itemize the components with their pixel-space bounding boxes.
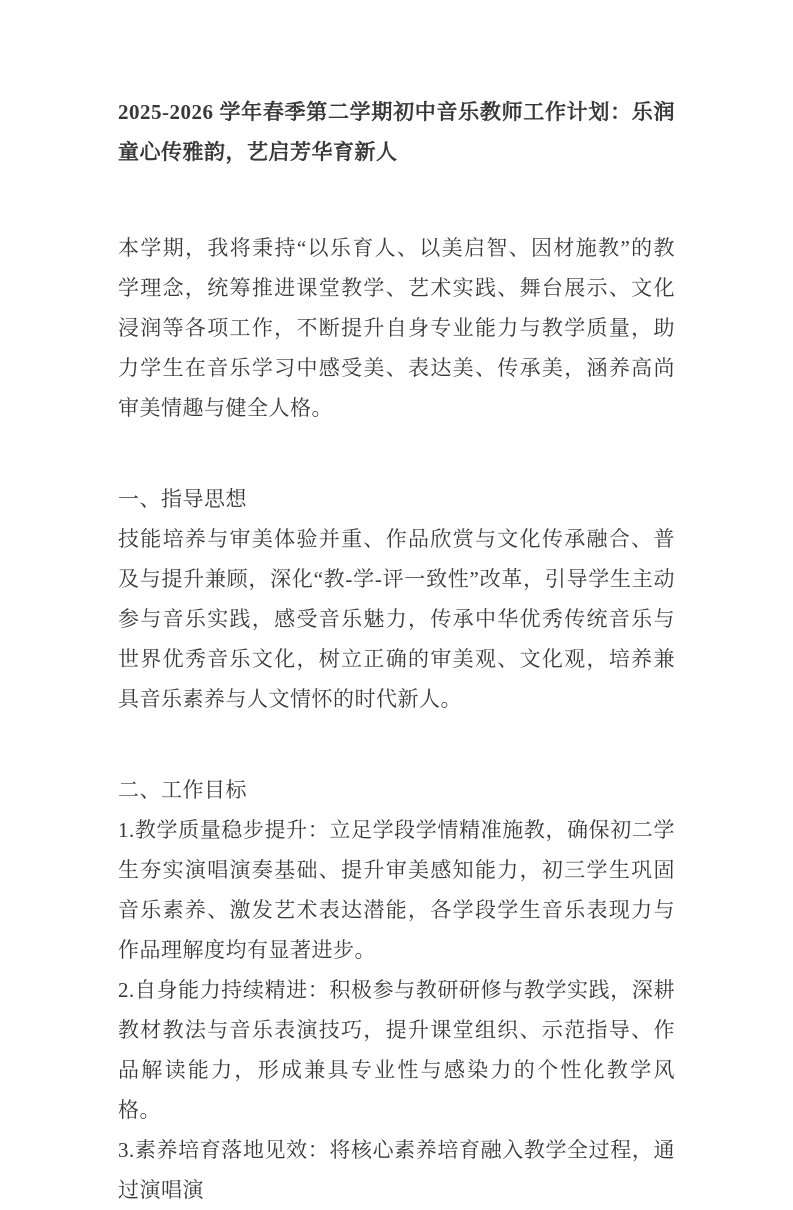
work-goal-item-2: 2.自身能力持续精进：积极参与教研研修与教学实践，深耕教材教法与音乐表演技巧，提升课堂组织、示范指导、作品解读能力，形成兼具专业性与感染力的个性化教学风格。 bbox=[118, 978, 675, 1122]
intro-paragraph: 本学期，我将秉持“以乐育人、以美启智、因材施教”的教学理念，统筹推进课堂教学、艺术实践、舞台展示、文化浸润等各项工作，不断提升自身专业能力与教学质量，助力学生在音乐学习中感受美、表达美、传承美，涵养高尚审美情趣与健全人格。 bbox=[118, 236, 675, 420]
document-content bbox=[118, 92, 675, 1210]
work-goal-item-1: 1.教学质量稳步提升：立足学段学情精准施教，确保初二学生夯实演唱演奏基础、提升审美感知能力，初三学生巩固音乐素养、激发艺术表达潜能，各学段学生音乐表现力与作品理解度均有显著进步。 bbox=[118, 818, 675, 962]
section-guiding-ideology-paragraph: 技能培养与审美体验并重、作品欣赏与文化传承融合、普及与提升兼顾，深化“教-学-评一致性”改革，引导学生主动参与音乐实践，感受音乐魅力，传承中华优秀传统音乐与世界优秀音乐文化，树立正确的审美观、文化观，培养兼具音乐素养与人文情怀的时代新人。 bbox=[118, 527, 675, 711]
work-goal-item-3-truncated: 3.素养培育落地见效：将核心素养培育融入教学全过程，通过演唱演 bbox=[118, 1138, 675, 1202]
document-title: 2025-2026 学年春季第二学期初中音乐教师工作计划：乐润童心传雅韵，艺启芳华育新人 bbox=[118, 100, 675, 164]
section-heading-guiding-ideology: 一、指导思想 bbox=[118, 487, 247, 511]
section-heading-work-goals: 二、工作目标 bbox=[118, 778, 247, 802]
